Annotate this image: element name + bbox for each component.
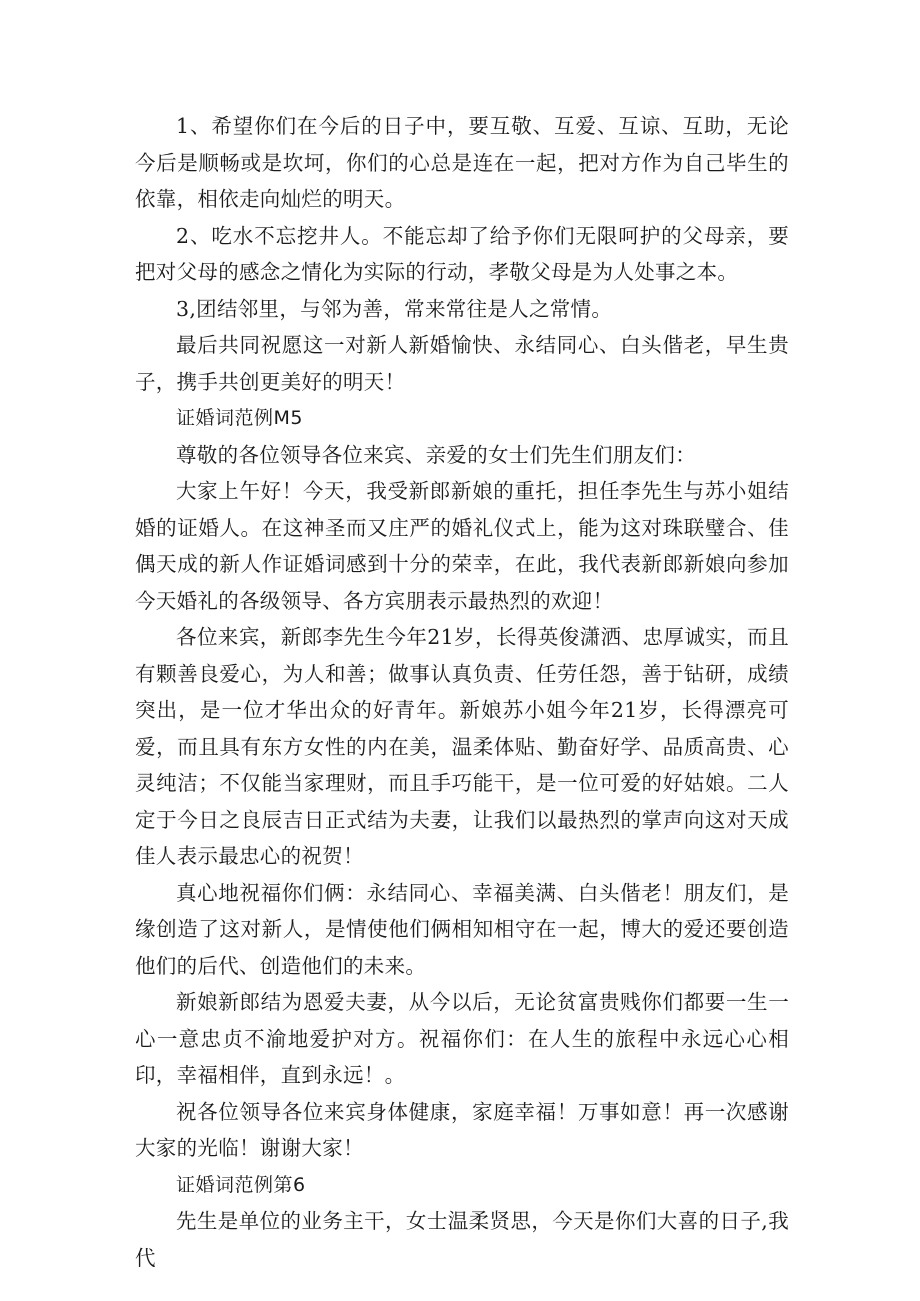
section-heading-m5: 证婚词范例M5 <box>176 407 303 429</box>
paragraph-example-6-start: 先生是单位的业务主干，女士温柔贤思，今天是你们大喜的日子,我代 <box>135 1209 789 1270</box>
paragraph-wish-2: 2、吃水不忘挖井人。不能忘却了给予你们无限呵护的父母亲，要把对父母的感念之情化为实际的行动，孝敬父母是为人处事之本。 <box>135 223 789 284</box>
paragraph-closing-blessing: 最后共同祝愿这一对新人新婚愉快、永结同心、白头偕老，早生贵子，携手共创更美好的明天！ <box>135 333 789 394</box>
paragraph-blessing: 真心地祝福你们俩：永结同心、幸福美满、白头偕老！朋友们，是缘创造了这对新人，是情使他们俩相知相守在一起，博大的爱还要创造他们的后代、创造他们的未来。 <box>135 880 789 978</box>
paragraph-greeting: 大家上午好！今天，我受新郎新娘的重托，担任李先生与苏小姐结婚的证婚人。在这神圣而又庄严的婚礼仪式上，能为这对珠联璧合、佳偶天成的新人作证婚词感到十分的荣幸，在此，我代表新郎新娘向参加今天婚礼的各级领导、各方宾朋表示最热烈的欢迎！ <box>135 479 789 613</box>
paragraph-thanks: 祝各位领导各位来宾身体健康，家庭幸福！万事如意！再一次感谢大家的光临！谢谢大家！ <box>135 1099 789 1160</box>
section-heading-6: 证婚词范例第6 <box>176 1173 306 1196</box>
document-page <box>135 108 789 1276</box>
paragraph-wish-1: 1、希望你们在今后的日子中，要互敬、互爱、互谅、互助，无论今后是顺畅或是坎坷，你们的心总是连在一起，把对方作为自己毕生的依靠，相依走向灿烂的明天。 <box>135 114 789 211</box>
paragraph-vow: 新娘新郎结为恩爱夫妻，从今以后，无论贫富贵贱你们都要一生一心一意忠贞不渝地爱护对方。祝福你们：在人生的旅程中永远心心相印，幸福相伴，直到永远！。 <box>135 990 789 1087</box>
paragraph-introduction: 各位来宾，新郎李先生今年21岁，长得英俊潇洒、忠厚诚实，而且有颗善良爱心，为人和善；做事认真负责、任劳任怨，善于钻研，成绩突出，是一位才华出众的好青年。新娘苏小姐今年21岁，长得漂亮可爱，而且具有东方女性的内在美，温柔体贴、勤奋好学、品质高贵、心灵纯洁；不仅能当家理财，而且手巧能干，是一位可爱的好姑娘。二人定于今日之良辰吉日正式结为夫妻，让我们以最热烈的掌声向这对天成佳人表示最忠心的祝贺！ <box>135 625 789 868</box>
paragraph-salutation: 尊敬的各位领导各位来宾、亲爱的女士们先生们朋友们： <box>176 442 696 467</box>
paragraph-wish-3: 3,团结邻里，与邻为善，常来常往是人之常情。 <box>176 296 613 321</box>
